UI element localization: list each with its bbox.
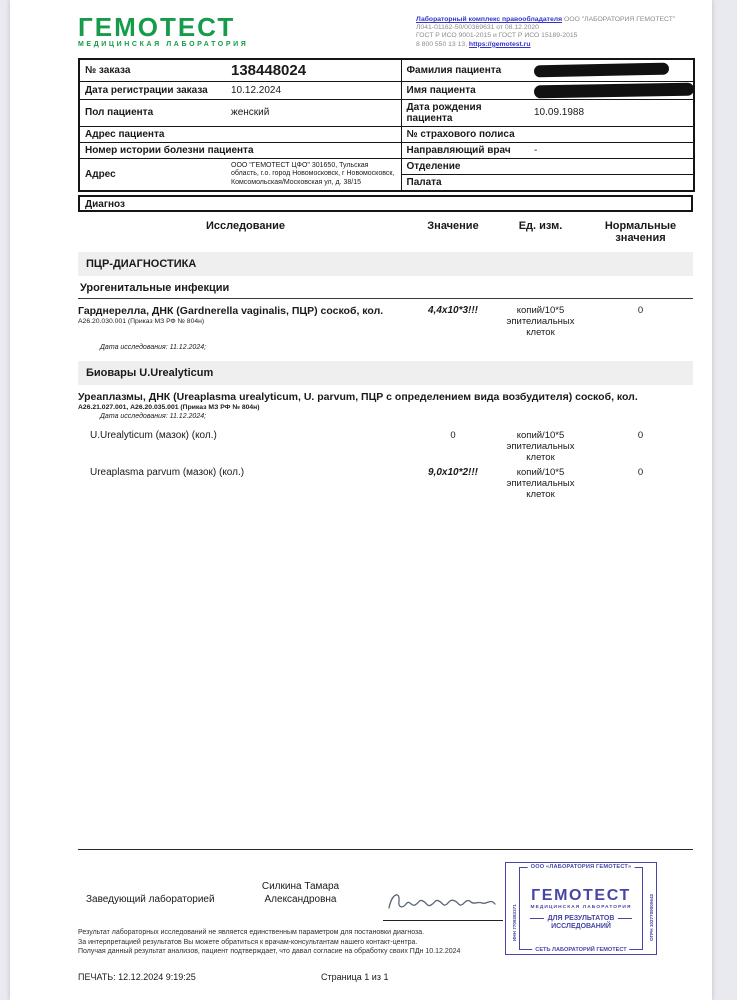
patient-info-table — [78, 58, 695, 192]
column-header-normal: Нормальные значения — [604, 219, 677, 244]
results-header-row — [78, 220, 693, 244]
gemotest-logo — [78, 14, 248, 48]
table-row — [79, 81, 694, 99]
lab-owner: ООО "ЛАБОРАТОРИЯ ГЕМОТЕСТ" — [562, 16, 676, 23]
table-row — [79, 158, 694, 174]
department-value — [529, 158, 694, 174]
lab-address-value: ООО "ГЕМОТЕСТ ЦФО" 301650, Тульская область, г.о. город Новомосковск, г Новомосковск, Комсомольская/Московская ул, д. 38/15 — [226, 158, 401, 191]
lab-head-name-line2: Александровна — [264, 894, 337, 905]
handwritten-signature — [383, 886, 501, 914]
sex-label: Пол пациента — [79, 99, 226, 126]
referring-doctor-label: Направляющий врач — [401, 142, 529, 158]
history-number-label: Номер истории болезни пациента — [79, 142, 401, 158]
result-row-parvum — [78, 467, 693, 500]
lab-info-line3: ГОСТ Р ИСО 9001-2015 и ГОСТ Р ИСО 15189-2015 — [416, 32, 578, 40]
section-pcr-diagnostics: ПЦР-ДИАГНОСТИКА — [78, 252, 693, 276]
lab-info-line2: Л041-01162-50/00369631 от 08.12.2020 — [416, 24, 539, 32]
test-value: 4,4x10*3!!! — [427, 304, 479, 316]
test-name-cell — [78, 305, 413, 338]
stamp-logo-title: ГЕМОТЕСТ — [531, 886, 631, 904]
disclaimer-line2: За интерпретацией результатов Вы можете обратиться к врачам-консультантам нашего контакт-центра. — [78, 938, 418, 946]
stamp-logo-subtitle: МЕДИЦИНСКАЯ ЛАБОРАТОРИЯ — [530, 904, 632, 910]
referring-doctor-value: - — [529, 142, 694, 158]
logo-subtitle: МЕДИЦИНСКАЯ ЛАБОРАТОРИЯ — [78, 41, 249, 48]
test-normal: 0 — [637, 304, 644, 316]
stamp-inner-frame — [519, 864, 643, 953]
birth-date-label: Дата рождения пациента — [401, 99, 529, 126]
dash-decoration — [618, 918, 632, 919]
test-code: А26.20.030.001 (Приказ МЗ РФ № 804н) — [78, 317, 205, 325]
subsection-urogenital: Урогенитальные инфекции — [78, 276, 693, 299]
test-normal: 0 — [637, 466, 644, 478]
table-row — [79, 142, 694, 158]
result-row-urealyticum — [78, 430, 693, 463]
test-value: 9,0x10*2!!! — [427, 466, 479, 478]
report-header — [78, 14, 702, 49]
lab-head-label: Заведующий лабораторией — [86, 894, 215, 905]
name-label: Имя пациента — [401, 81, 529, 99]
surname-value — [529, 59, 694, 82]
study-date: Дата исследования: 11.12.2024; — [100, 343, 207, 351]
test-value: 0 — [450, 429, 456, 441]
section-biovars: Биовары U.Urealyticum — [78, 361, 693, 385]
lab-phone: 8 800 550 13 13, — [416, 40, 469, 48]
test-units: копий/10*5 эпителиальных клеток — [506, 304, 575, 338]
column-header-units: Ед. изм. — [518, 219, 563, 232]
table-row — [79, 59, 694, 82]
lab-info-line1 — [416, 16, 702, 24]
print-timestamp: ПЕЧАТЬ: 12.12.2024 9:19:25 — [78, 972, 196, 982]
redacted-surname — [534, 63, 669, 78]
stamp-inn: ИНН 7709383371 — [512, 904, 517, 941]
license-link[interactable]: Лабораторный комплекс правообладателя — [416, 16, 563, 23]
lab-info-line4 — [416, 41, 702, 49]
dash-decoration — [530, 918, 544, 919]
print-info-row — [78, 972, 693, 982]
lab-stamp — [505, 862, 657, 955]
table-row — [79, 99, 694, 126]
ward-label: Палата — [401, 174, 529, 191]
ward-value — [529, 174, 694, 191]
lab-info-block — [416, 14, 702, 49]
table-row — [79, 126, 694, 142]
signature-line — [383, 886, 503, 921]
test-name: U.Urealyticum (мазок) (кол.) — [90, 429, 217, 441]
test-name: Гарднерелла, ДНК (Gardnerella vaginalis, ПЦР) соскоб, кол. — [78, 304, 384, 317]
order-number-label: № заказа — [79, 59, 226, 82]
disclaimer-line3: Получая данный результат анализов, пациент подтверждает, что давал согласие на обработку своих ПДн 10.12.2024 — [78, 948, 461, 956]
reg-date-label: Дата регистрации заказа — [79, 81, 226, 99]
disclaimer-block — [78, 928, 460, 957]
sex-value: женский — [226, 99, 401, 126]
logo-title: ГЕМОТЕСТ — [78, 12, 236, 42]
site-link[interactable]: https://gemotest.ru — [468, 40, 531, 48]
birth-date-value: 10.09.1988 — [529, 99, 694, 126]
test-name: Ureaplasma parvum (мазок) (кол.) — [90, 466, 245, 478]
patient-address-label: Адрес пациента — [79, 126, 401, 142]
stamp-purpose-text2: ИССЛЕДОВАНИЙ — [551, 922, 611, 930]
stamp-purpose-text1: ДЛЯ РЕЗУЛЬТАТОВ — [547, 914, 615, 922]
stamp-network-name: СЕТЬ ЛАБОРАТОРИЙ ГЕМОТЕСТ — [532, 947, 629, 953]
stamp-company-name: ООО «ЛАБОРАТОРИЯ ГЕМОТЕСТ» — [528, 864, 635, 870]
surname-label: Фамилия пациента — [401, 59, 529, 82]
lab-head-name — [228, 880, 373, 906]
result-row-gardnerella — [78, 305, 693, 338]
name-value — [529, 81, 694, 99]
redacted-name — [534, 82, 694, 98]
group-test-name: Уреаплазмы, ДНК (Ureaplasma urealyticum, U. parvum, ПЦР с определением вида возбудителя) соскоб, кол. — [78, 390, 638, 403]
column-header-value: Значение — [427, 219, 479, 232]
group-study-date: Дата исследования: 11.12.2024; — [100, 412, 207, 420]
policy-label: № страхового полиса — [401, 126, 694, 142]
group-test-code: А26.21.027.001, А26.20.035.001 (Приказ МЗ РФ № 804н) — [78, 403, 260, 411]
column-header-test: Исследование — [205, 219, 286, 232]
test-normal: 0 — [637, 429, 644, 441]
stamp-purpose-line1 — [530, 915, 633, 922]
test-units: копий/10*5 эпителиальных клеток — [506, 466, 575, 500]
lab-address-label: Адрес — [79, 158, 226, 191]
reg-date-value: 10.12.2024 — [226, 81, 401, 99]
page-number: Страница 1 из 1 — [321, 972, 389, 982]
department-label: Отделение — [401, 158, 529, 174]
stamp-ogrn: ОГРН 1027709005642 — [649, 893, 654, 941]
test-units: копий/10*5 эпителиальных клеток — [506, 429, 575, 463]
report-page — [10, 0, 712, 1000]
order-number-value: 138448024 — [226, 59, 401, 82]
lab-head-name-line1: Силкина Тамара — [261, 881, 340, 892]
diagnosis-label: Диагноз — [78, 195, 693, 212]
disclaimer-line1: Результат лабораторных исследований не является единственным параметром для постановки диагноза. — [78, 929, 425, 936]
report-content — [10, 0, 712, 500]
footer-divider — [78, 849, 693, 850]
